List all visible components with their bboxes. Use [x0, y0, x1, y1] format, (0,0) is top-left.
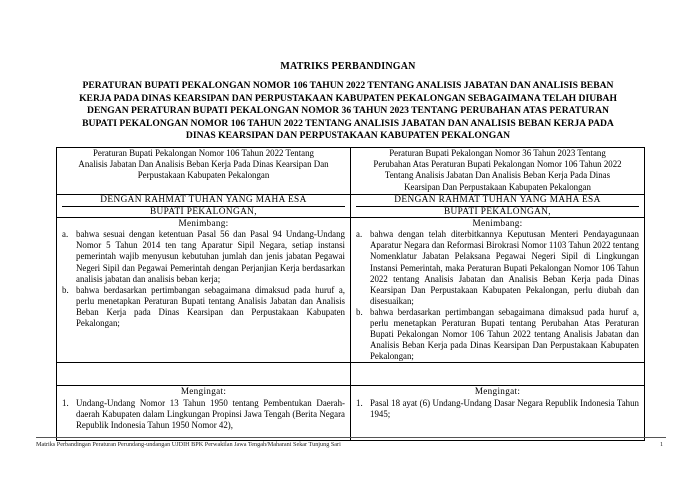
right-mengingat: [351, 386, 645, 441]
header-line: Analisis Jabatan Dan Analisis Beban Kerja Pada Dinas Kearsipan Dan: [78, 159, 329, 170]
document-subtitle: [70, 80, 626, 143]
item-text: Undang-Undang Nomor 13 Tahun 1950 tentang Pembentukan Daerah-daerah Kabupaten dalam Lingkungan Propinsi Jawa Tengah (Berita Negara Republik Indonesia Tahun 1950 Nomor 42),: [76, 397, 345, 430]
header-line: Perubahan Atas Peraturan Bupati Pekalongan Nomor 106 Tahun 2022: [373, 159, 622, 170]
comparison-table: [56, 147, 645, 441]
clause-list: [62, 398, 345, 431]
preamble-line: DENGAN RAHMAT TUHAN YANG MAHA ESA: [62, 195, 345, 207]
item-marker: b.: [62, 284, 69, 295]
clause-list: [356, 398, 639, 420]
header-line: Tentang Analisis Jabatan Dan Analisis Beban Kerja Pada Dinas: [384, 170, 611, 181]
preamble-line: BUPATI PEKALONGAN,: [149, 206, 258, 217]
list-item: [62, 285, 345, 329]
list-item: [62, 398, 345, 431]
page-title: MATRIKS PERBANDINGAN: [280, 61, 416, 72]
right-preamble: [351, 195, 645, 218]
item-marker: a.: [62, 229, 69, 240]
clause-list: [356, 229, 639, 362]
list-item: [62, 229, 345, 284]
subtitle-line: KERJA PADA DINAS KEARSIPAN DAN PERPUSTAKAAN KABUPATEN PEKALONGAN SEBAGAIMANA TELAH DIUBAH: [79, 92, 617, 104]
section-label: Mengingat:: [474, 386, 521, 397]
header-line: Peraturan Bupati Pekalongan Nomor 36 Tahun 2023 Tentang: [389, 148, 606, 158]
item-text: bahwa berdasarkan pertimbangan sebagaimana dimaksud pada huruf a, perlu menetapkan Peraturan Bupati tentang Perubahan Atas Peraturan Bupati Pekalongan Nomor 106 Tahun 2022 tentang Analisis Jabatan dan Analisis Beban Kerja pada Dinas Kearsipan Dan Perpustakaan Kabupaten Pekalongan;: [370, 306, 639, 362]
item-marker: b.: [356, 306, 363, 317]
header-line: Perpustakaan Kabupaten Pekalongan: [137, 170, 270, 181]
left-preamble: [57, 195, 351, 218]
item-marker: 1.: [356, 397, 363, 408]
subtitle-line: DENGAN PERATURAN BUPATI PEKALONGAN NOMOR 36 TAHUN 2023 TENTANG PERUBAHAN ATAS PERATURAN: [87, 105, 609, 117]
page-number: 1: [660, 441, 664, 448]
spacer-cell: [57, 363, 351, 386]
preamble-line: DENGAN RAHMAT TUHAN YANG MAHA ESA: [356, 195, 639, 207]
header-line: Peraturan Bupati Pekalongan Nomor 106 Tahun 2022 Tentang: [92, 148, 314, 158]
item-text: bahwa berdasarkan pertimbangan sebagaimana dimaksud pada huruf a, perlu menetapkan Peraturan Bupati tentang Analisis Jabatan dan Analisis Beban Kerja pada Dinas Kearsipan dan Perpustakaan Kabupaten Pekalongan;: [76, 284, 345, 329]
section-label: Mengingat:: [180, 386, 227, 397]
preamble-line: BUPATI PEKALONGAN,: [443, 206, 552, 217]
right-menimbang: [351, 218, 645, 363]
footer-divider: [36, 437, 666, 438]
right-column-header: [351, 148, 645, 195]
item-text: Pasal 18 ayat (6) Undang-Undang Dasar Negara Republik Indonesia Tahun 1945;: [370, 397, 639, 419]
left-menimbang: [57, 218, 351, 363]
section-label: Menimbang:: [472, 218, 523, 229]
item-marker: a.: [356, 229, 363, 240]
item-text: bahwa sesuai dengan ketentuan Pasal 56 dan Pasal 94 Undang-Undang Nomor 5 Tahun 2014 ten tang Aparatur Sipil Negara, setiap instansi pemerintah wajib menyusun kebutuhan jumlah dan jenis jabatan Pegawai Negeri Sipil dan Pegawai Pemerintah dengan Perjanjian Kerja berdasarkan analisis jabatan dan analisis beban kerja;: [76, 229, 345, 284]
list-item: [356, 398, 639, 420]
header-line: Kearsipan Dan Perpustakaan Kabupaten Pekalongan: [404, 181, 591, 192]
section-label: Menimbang:: [178, 218, 229, 229]
list-item: [356, 307, 639, 362]
left-mengingat: [57, 386, 351, 441]
spacer-row: [57, 363, 645, 386]
subtitle-line: BUPATI PEKALONGAN NOMOR 106 TAHUN 2022 TENTANG ANALISIS JABATAN DAN ANALISIS BEBAN KERJA PADA: [82, 117, 614, 129]
footer-text: Matriks Perbandingan Peraturan Perundang-undangan UJDIH BPK Perwakilan Jawa Tengah/Maharani Sekar Tunjung Sari: [36, 441, 341, 448]
menimbang-row: [57, 218, 645, 363]
clause-list: [62, 229, 345, 329]
item-marker: 1.: [62, 397, 69, 408]
subtitle-line: PERATURAN BUPATI PEKALONGAN NOMOR 106 TAHUN 2022 TENTANG ANALISIS JABATAN DAN ANALISIS BEBAN: [82, 80, 614, 91]
subtitle-line: DINAS KEARSIPAN DAN PERPUSTAKAAN KABUPATEN PEKALONGAN: [185, 130, 511, 142]
item-text: bahwa dengan telah diterbitkannya Keputusan Menteri Pendayagunaan Aparatur Negara dan Reformasi Birokrasi Nomor 1103 Tahun 2022 tentang Nomenklatur Jabatan Pelaksana Pegawai Negeri Sipil di Lingkungan Instansi Pemerintah, maka Peraturan Bupati Pekalongan Nomor 106 Tahun 2022 tentang Analisis Jabatan dan Analisis Beban Kerja pada Dinas Kearsipan Dan Perpustakaan Kabupaten Pekalongan, perlu diubah dan disesuaikan;: [370, 229, 639, 306]
mengingat-row: [57, 386, 645, 441]
preamble-row: [57, 195, 645, 218]
spacer-cell: [351, 363, 645, 386]
list-item: [356, 229, 639, 307]
left-column-header: [57, 148, 351, 195]
table-header-row: [57, 148, 645, 195]
